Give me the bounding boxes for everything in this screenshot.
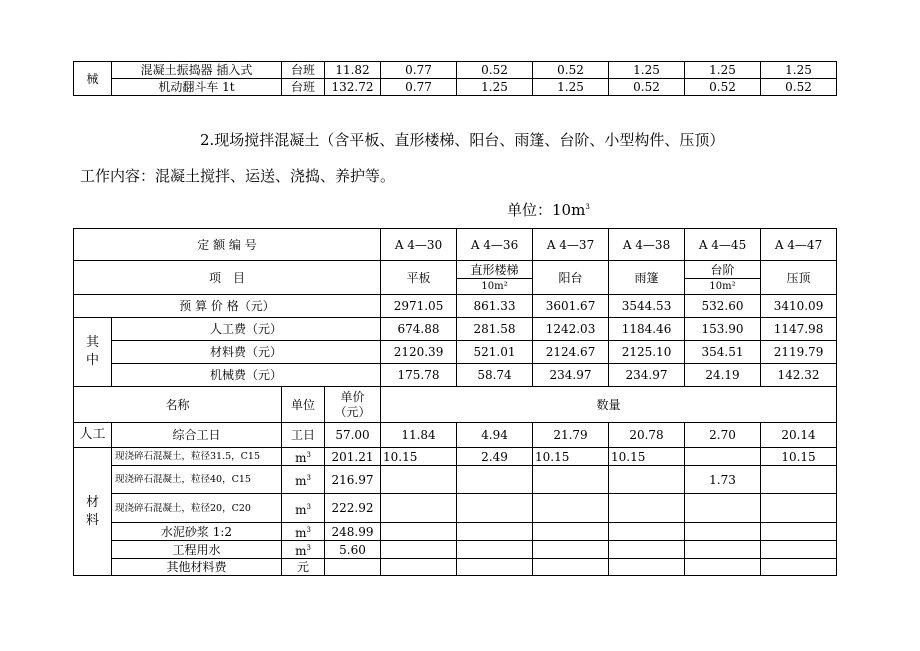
fee-cell: 2120.39 — [381, 341, 457, 364]
material-row — [74, 448, 837, 466]
row-name: 水泥砂浆 1:2 — [112, 523, 282, 541]
item-name: 混凝土振捣器 插入式 — [112, 62, 282, 79]
row-price: 216.97 — [325, 466, 381, 494]
code-cell: A 4—38 — [609, 229, 685, 261]
unit-header: 单位 — [282, 387, 325, 423]
qty-cell: 21.79 — [533, 423, 609, 448]
row-unit — [282, 466, 325, 494]
fee-cell: 58.74 — [457, 364, 533, 387]
code-cell: A 4—30 — [381, 229, 457, 261]
qty-cell: 0.52 — [685, 79, 761, 96]
row-name: 现浇碎石混凝土，粒径31.5，C15 — [112, 448, 282, 466]
code-cell: A 4—47 — [761, 229, 837, 261]
row-price: 248.99 — [325, 523, 381, 541]
code-cell: A 4—37 — [533, 229, 609, 261]
budget-cell: 3601.67 — [533, 295, 609, 318]
unit-text: m — [295, 526, 307, 540]
row-unit — [282, 559, 325, 576]
machinery-fragment-table — [73, 61, 837, 96]
qty-cell — [609, 541, 685, 559]
qty-cell — [533, 494, 609, 523]
fee-cell: 1184.46 — [609, 318, 685, 341]
unit-text: 元 — [296, 560, 309, 574]
row-name: 其他材料费 — [112, 559, 282, 576]
qty-cell — [381, 559, 457, 576]
table-row — [74, 79, 837, 96]
qty-cell — [761, 541, 837, 559]
qty-cell: 2.70 — [685, 423, 761, 448]
table-row — [74, 62, 837, 79]
fee-cell: 2119.79 — [761, 341, 837, 364]
item-unit: 台班 — [282, 62, 325, 79]
labor-fee-row — [74, 318, 837, 341]
quantity-header: 数量 — [381, 387, 837, 423]
material-category-text: 材料 — [85, 494, 99, 528]
item-cell: 雨篷 — [609, 261, 685, 295]
row-price: 222.92 — [325, 494, 381, 523]
material-category — [74, 448, 112, 576]
qty-cell: 1.25 — [761, 62, 837, 79]
row-unit — [282, 523, 325, 541]
qty-cell — [457, 466, 533, 494]
unit-sup: 3 — [306, 451, 311, 459]
qty-cell: 0.52 — [609, 79, 685, 96]
qty-cell: 20.78 — [609, 423, 685, 448]
fee-cell: 1147.98 — [761, 318, 837, 341]
labor-row — [74, 423, 837, 448]
item-unit: 10m² — [481, 280, 508, 292]
unit-text: m — [295, 544, 307, 558]
code-row — [74, 229, 837, 261]
fee-cell: 1242.03 — [533, 318, 609, 341]
qty-cell: 0.52 — [761, 79, 837, 96]
qty-cell — [685, 448, 761, 466]
qty-cell: 1.25 — [457, 79, 533, 96]
item-cell: 平板 — [381, 261, 457, 295]
fee-cell: 2125.10 — [609, 341, 685, 364]
qty-cell — [533, 466, 609, 494]
item-name: 机动翻斗车 1t — [112, 79, 282, 96]
labor-category: 人工 — [74, 423, 112, 448]
item-price: 132.72 — [325, 79, 381, 96]
qty-cell — [381, 541, 457, 559]
item-price: 11.82 — [325, 62, 381, 79]
unit-sup: 3 — [306, 526, 311, 534]
section-title: 2.现场搅拌混凝土（含平板、直形楼梯、阳台、雨篷、台阶、小型构件、压顶） — [200, 131, 725, 149]
qty-cell — [457, 559, 533, 576]
row-unit: 工日 — [282, 423, 325, 448]
qty-cell: 0.52 — [457, 62, 533, 79]
material-row — [74, 466, 837, 494]
row-name: 现浇碎石混凝土，粒径40，C15 — [112, 466, 282, 494]
qty-cell — [457, 541, 533, 559]
budget-cell: 2971.05 — [381, 295, 457, 318]
budget-row — [74, 295, 837, 318]
row-price: 57.00 — [325, 423, 381, 448]
qty-cell — [609, 466, 685, 494]
qty-cell — [609, 494, 685, 523]
qty-cell — [533, 559, 609, 576]
labor-fee-label: 人工费（元） — [112, 318, 381, 341]
item-unit: 台班 — [282, 79, 325, 96]
unit-sup: 3 — [306, 474, 311, 482]
item-cell: 压顶 — [761, 261, 837, 295]
fee-cell: 354.51 — [685, 341, 761, 364]
unit-label — [507, 199, 590, 220]
fee-cell: 153.90 — [685, 318, 761, 341]
item-unit: 10m² — [709, 280, 736, 292]
row-name: 工程用水 — [112, 541, 282, 559]
qty-cell — [609, 559, 685, 576]
qty-cell: 0.77 — [381, 79, 457, 96]
qty-cell — [533, 523, 609, 541]
qty-cell: 0.77 — [381, 62, 457, 79]
budget-cell: 3410.09 — [761, 295, 837, 318]
qty-cell: 4.94 — [457, 423, 533, 448]
qty-cell: 2.49 — [457, 448, 533, 466]
budget-cell: 3544.53 — [609, 295, 685, 318]
item-cell-split — [685, 261, 761, 295]
qty-cell: 10.15 — [761, 448, 837, 466]
qty-cell: 1.25 — [609, 62, 685, 79]
column-header-row — [74, 387, 837, 423]
unit-label-sup: 3 — [585, 203, 590, 211]
budget-cell: 861.33 — [457, 295, 533, 318]
item-cell: 台阶 — [685, 262, 760, 279]
fee-cell: 234.97 — [609, 364, 685, 387]
qty-cell — [761, 559, 837, 576]
code-cell: A 4—36 — [457, 229, 533, 261]
qty-cell: 1.25 — [533, 79, 609, 96]
qty-cell — [609, 523, 685, 541]
row-name: 综合工日 — [112, 423, 282, 448]
name-header: 名称 — [74, 387, 282, 423]
item-label: 项 目 — [74, 261, 381, 295]
machine-fee-label: 机械费（元） — [112, 364, 381, 387]
qty-cell — [761, 466, 837, 494]
item-cell: 直形楼梯 — [457, 262, 532, 279]
item-cell: 阳台 — [533, 261, 609, 295]
fee-cell: 674.88 — [381, 318, 457, 341]
unit-text: m — [295, 474, 307, 488]
material-fee-row — [74, 341, 837, 364]
qty-cell: 20.14 — [761, 423, 837, 448]
material-row — [74, 559, 837, 576]
qty-cell: 1.73 — [685, 466, 761, 494]
qty-cell — [685, 494, 761, 523]
qty-cell — [381, 523, 457, 541]
fee-cell: 521.01 — [457, 341, 533, 364]
material-row — [74, 494, 837, 523]
qty-cell — [381, 494, 457, 523]
item-cell-split — [457, 261, 533, 295]
item-row — [74, 261, 837, 295]
fee-cell: 175.78 — [381, 364, 457, 387]
qty-cell: 0.52 — [533, 62, 609, 79]
qty-cell: 10.15 — [533, 448, 609, 466]
row-price: 201.21 — [325, 448, 381, 466]
qty-cell: 11.84 — [381, 423, 457, 448]
qty-cell — [457, 523, 533, 541]
material-row — [74, 541, 837, 559]
quota-table — [73, 228, 837, 576]
code-cell: A 4—45 — [685, 229, 761, 261]
fee-cell: 24.19 — [685, 364, 761, 387]
fee-cell: 142.32 — [761, 364, 837, 387]
unit-label-text: 单位：10m — [507, 201, 586, 219]
qty-cell — [457, 494, 533, 523]
unit-text: m — [295, 502, 307, 517]
qty-cell: 1.25 — [685, 62, 761, 79]
row-unit — [282, 448, 325, 466]
unit-sup: 3 — [306, 502, 311, 511]
work-content: 工作内容：混凝土搅拌、运送、浇捣、养护等。 — [80, 167, 396, 185]
qty-cell: 10.15 — [609, 448, 685, 466]
unit-sup: 3 — [306, 544, 311, 552]
qty-cell — [685, 541, 761, 559]
fee-cell: 2124.67 — [533, 341, 609, 364]
qty-cell — [685, 559, 761, 576]
row-unit — [282, 494, 325, 523]
row-price: 5.60 — [325, 541, 381, 559]
unit-text: m — [295, 451, 307, 465]
row-unit — [282, 541, 325, 559]
qty-cell: 10.15 — [381, 448, 457, 466]
qty-cell — [685, 523, 761, 541]
material-fee-label: 材料费（元） — [112, 341, 381, 364]
among-label — [74, 318, 112, 387]
qty-cell — [761, 494, 837, 523]
category-cell: 械 — [74, 62, 112, 96]
code-label: 定 额 编 号 — [74, 229, 381, 261]
qty-cell — [761, 523, 837, 541]
qty-cell — [533, 541, 609, 559]
row-price — [325, 559, 381, 576]
budget-cell: 532.60 — [685, 295, 761, 318]
material-row — [74, 523, 837, 541]
machine-fee-row — [74, 364, 837, 387]
row-name: 现浇碎石混凝土，粒径20，C20 — [112, 494, 282, 523]
price-header: 单价（元） — [325, 387, 381, 423]
fee-cell: 281.58 — [457, 318, 533, 341]
budget-label: 预 算 价 格（元） — [74, 295, 381, 318]
among-text: 其中 — [85, 335, 99, 368]
fee-cell: 234.97 — [533, 364, 609, 387]
qty-cell — [381, 466, 457, 494]
